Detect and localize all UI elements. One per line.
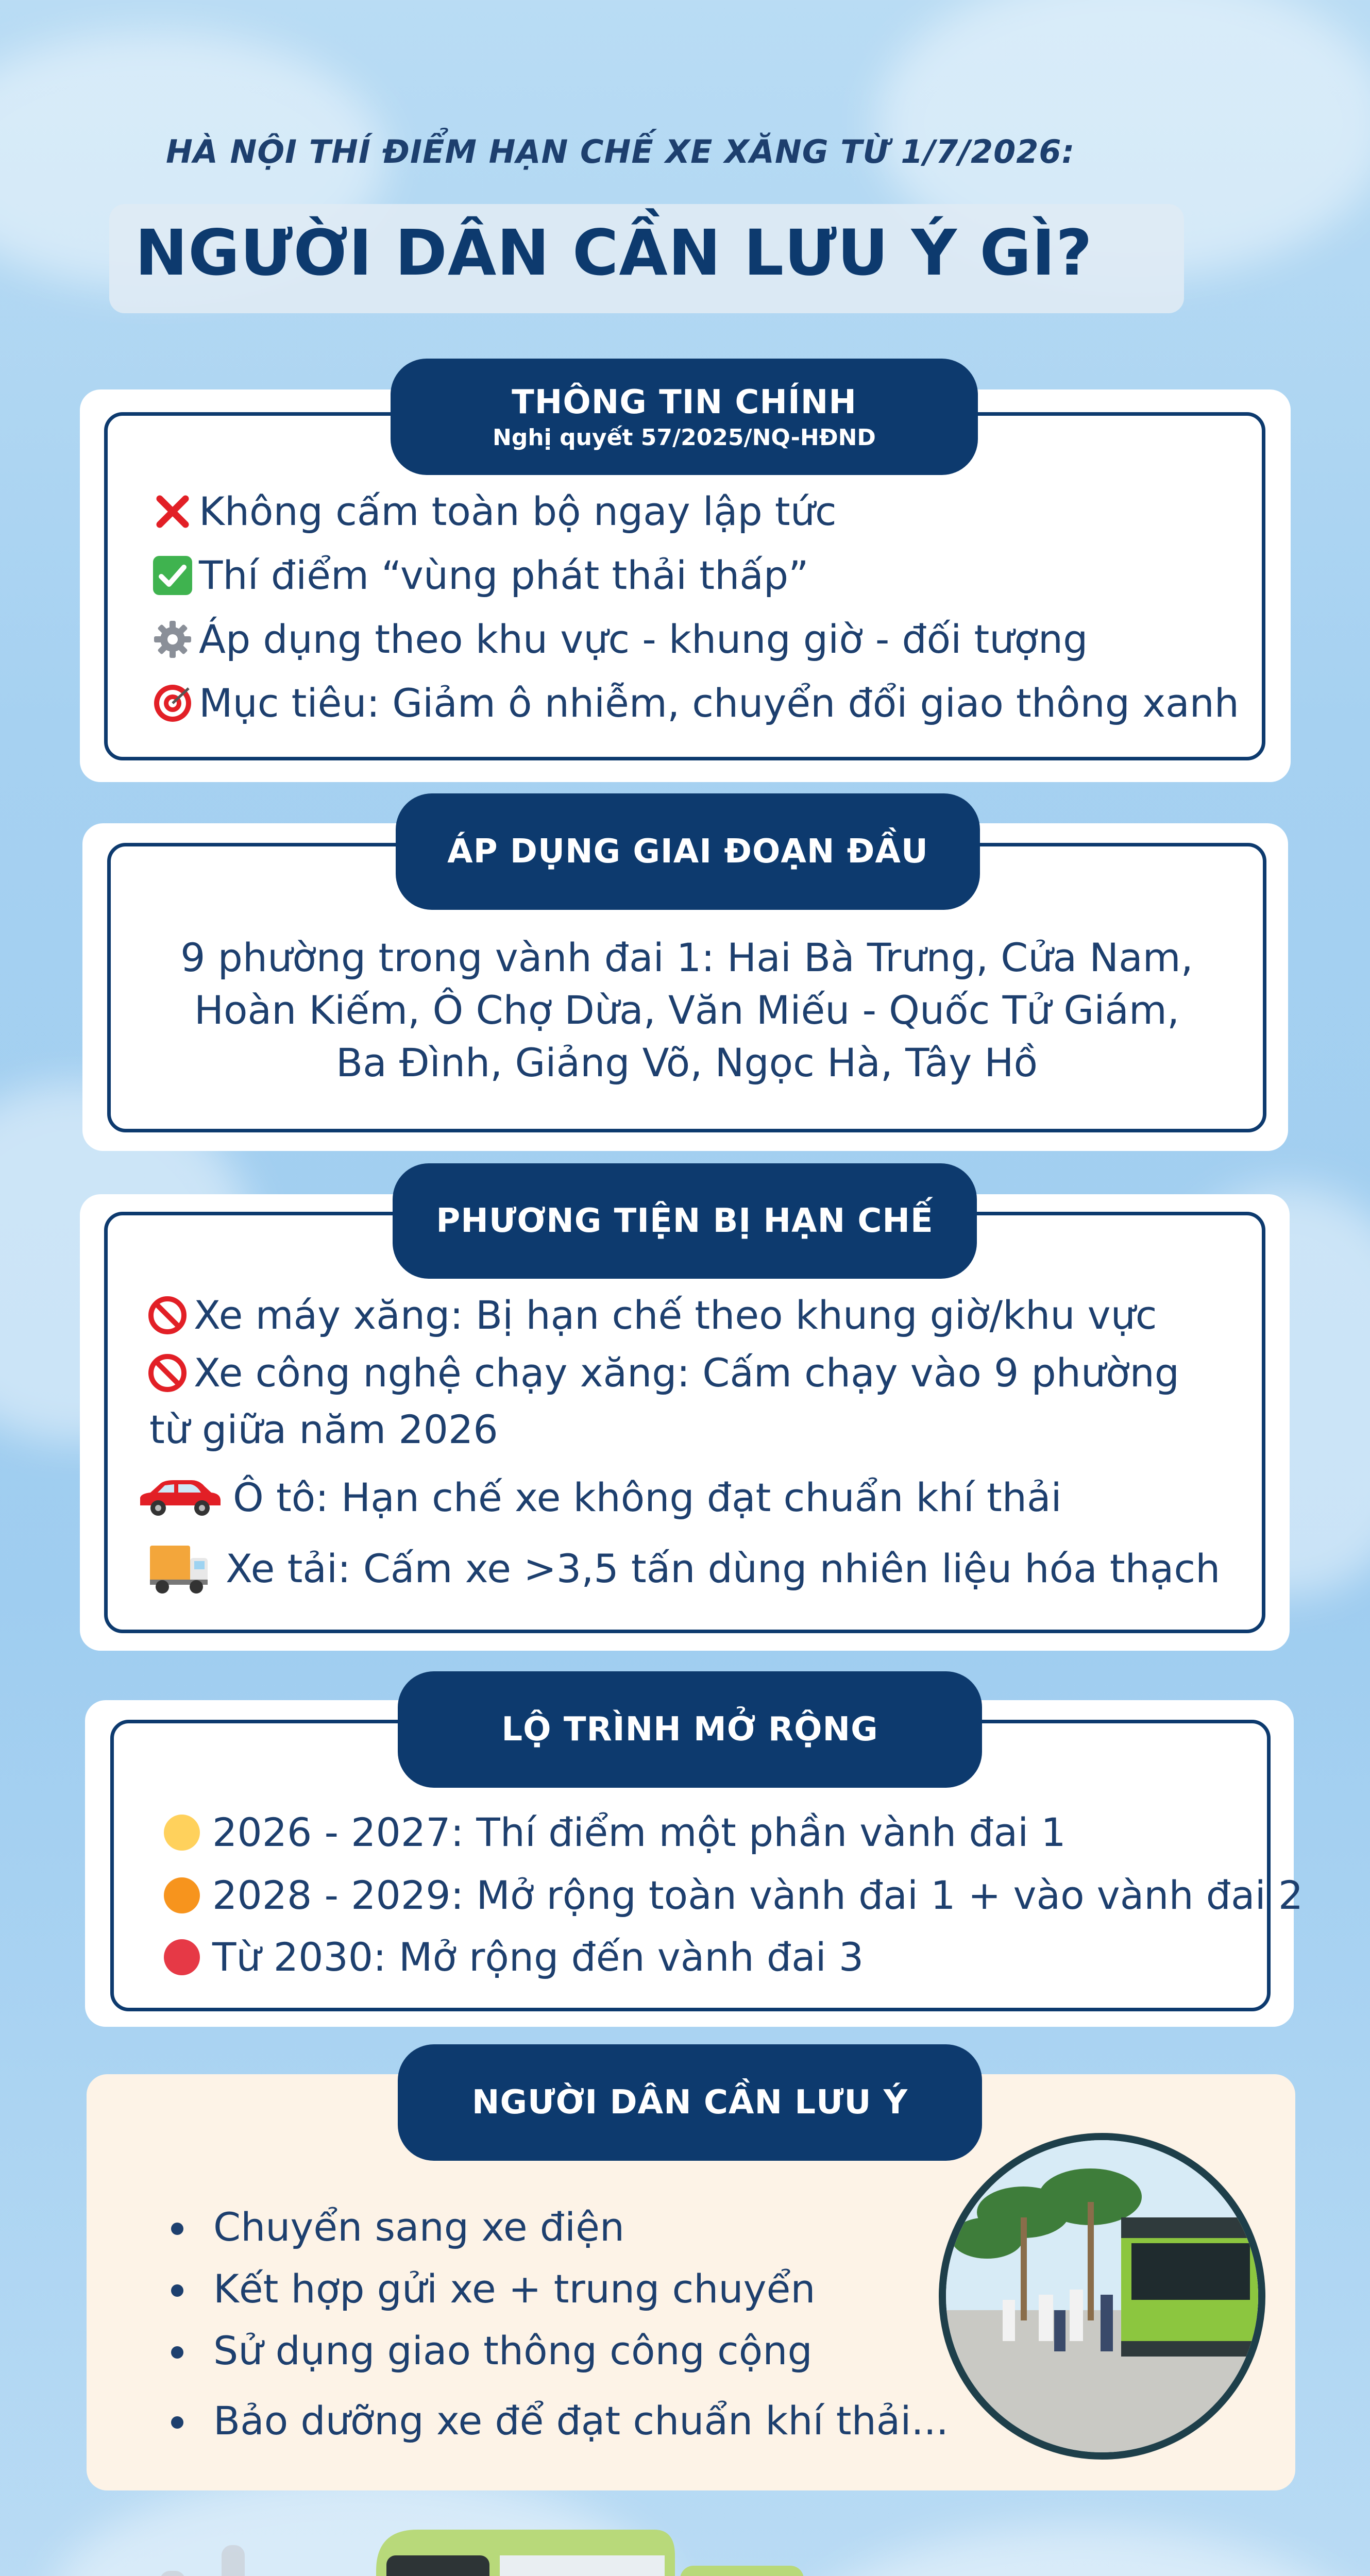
main-info-heading (391, 359, 978, 475)
truck-icon (145, 1540, 212, 1596)
initial-phase-title: ÁP DỤNG GIAI ĐOẠN ĐẦU (447, 833, 928, 871)
citizen-note-item: Sử dụng giao thông công cộng (213, 2328, 813, 2374)
roadmap-item-text: 2026 - 2027: Thí điểm một phần vành đai 1 (212, 1809, 1066, 1855)
header-subtitle: HÀ NỘI THÍ ĐIỂM HẠN CHẾ XE XĂNG TỪ 1/7/2026: (166, 133, 1075, 171)
citizen-notes-title: NGƯỜI DÂN CẦN LƯU Ý (471, 2083, 908, 2122)
citizen-note-item: Bảo dưỡng xe để đạt chuẩn khí thải... (213, 2398, 949, 2444)
info-item (149, 680, 1239, 726)
yellow-circle-icon (164, 1815, 200, 1851)
electric-bus-icon (376, 2530, 675, 2576)
ward-line: 9 phường trong vành đai 1: Hai Bà Trưng, Cửa Nam, (180, 935, 1193, 980)
resolution-label: Nghị quyết 57/2025/NQ-HĐND (493, 424, 876, 451)
check-mark-icon (149, 556, 196, 595)
target-icon (149, 683, 196, 723)
vehicle-item-text: Ô tô: Hạn chế xe không đạt chuẩn khí thải (233, 1475, 1062, 1520)
page-title: NGƯỜI DÂN CẦN LƯU Ý GÌ? (135, 216, 1093, 290)
cross-mark-icon (149, 495, 196, 529)
citizen-notes-heading (398, 2044, 982, 2161)
info-item (149, 552, 808, 598)
gear-icon (149, 620, 196, 659)
info-item-text: Thí điểm “vùng phát thải thấp” (199, 552, 809, 598)
main-info-title: THÔNG TIN CHÍNH (512, 383, 857, 421)
restricted-vehicles-title: PHƯƠNG TIỆN BỊ HẠN CHẾ (436, 1202, 934, 1240)
citizen-note-item: Chuyển sang xe điện (213, 2204, 625, 2250)
initial-phase-heading (396, 793, 980, 910)
electric-bus-photo (939, 2133, 1265, 2460)
vehicles-illustration (119, 2509, 1252, 2576)
prohibited-icon (144, 1296, 191, 1335)
roadmap-item (164, 1934, 864, 1980)
roadmap-item-text: Từ 2030: Mở rộng đến vành đai 3 (212, 1934, 864, 1980)
prohibited-icon (144, 1353, 191, 1393)
info-item-text: Áp dụng theo khu vực - khung giờ - đối tượng (199, 616, 1088, 662)
vehicle-item (135, 1475, 1062, 1520)
info-item-text: Mục tiêu: Giảm ô nhiễm, chuyển đổi giao thông xanh (199, 680, 1239, 726)
car-icon (135, 1477, 223, 1518)
vehicle-item (144, 1292, 1157, 1338)
roadmap-heading (398, 1671, 982, 1788)
electric-scooter-icon (216, 2545, 333, 2576)
vehicle-item-text: Xe tải: Cấm xe >3,5 tấn dùng nhiên liệu hóa thạch (226, 1545, 1221, 1591)
restricted-vehicles-heading (393, 1163, 977, 1279)
vehicle-item-text: Xe công nghệ chạy xăng: Cấm chạy vào 9 phường (194, 1350, 1179, 1396)
initial-phase-text (107, 931, 1266, 1089)
roadmap-item (164, 1872, 1303, 1918)
ward-line: Hoàn Kiếm, Ô Chợ Dừa, Văn Miếu - Quốc Tử Giám, (194, 987, 1180, 1033)
vehicle-item (145, 1540, 1220, 1596)
orange-circle-icon (164, 1877, 200, 1913)
electric-bus-icon (680, 2566, 804, 2576)
info-item-text: Không cấm toàn bộ ngay lập tức (199, 488, 837, 534)
red-circle-icon (164, 1939, 200, 1975)
info-item (149, 616, 1088, 662)
vehicle-item-text: Xe máy xăng: Bị hạn chế theo khung giờ/khu vực (194, 1292, 1157, 1338)
roadmap-item (164, 1809, 1066, 1855)
citizen-note-item: Kết hợp gửi xe + trung chuyển (213, 2266, 816, 2312)
vehicle-item-text: từ giữa năm 2026 (149, 1406, 498, 1452)
roadmap-item-text: 2028 - 2029: Mở rộng toàn vành đai 1 + vào vành đai 2 (212, 1872, 1304, 1918)
vehicle-item-continuation (149, 1406, 498, 1452)
ward-line: Ba Đình, Giảng Võ, Ngọc Hà, Tây Hồ (335, 1040, 1038, 1086)
roadmap-title: LỘ TRÌNH MỞ RỘNG (501, 1710, 878, 1749)
vehicle-item (144, 1350, 1179, 1396)
info-item (149, 488, 837, 534)
